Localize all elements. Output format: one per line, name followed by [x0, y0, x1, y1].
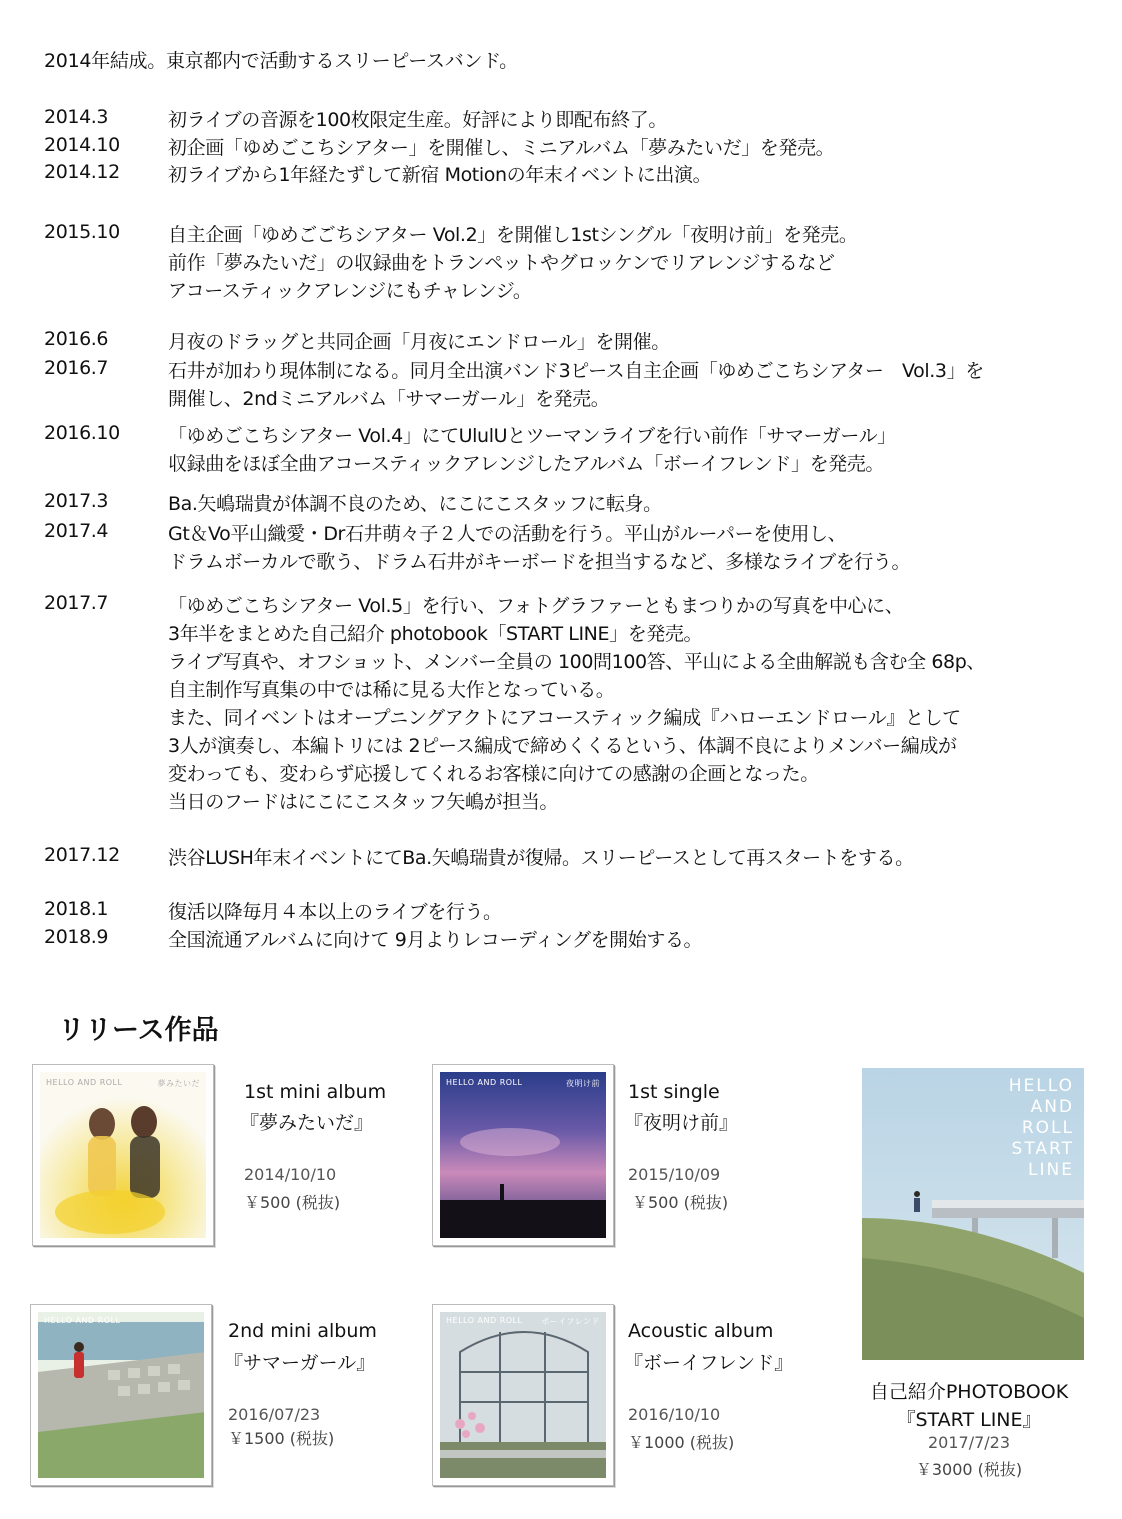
history-line: 当日のフードはにこにこスタッフ矢嶋が担当。 — [168, 791, 559, 813]
cover-band-name: HELLO AND ROLL — [44, 1316, 121, 1325]
history-text — [168, 898, 1108, 926]
release-title: 『ボーイフレンド』 — [624, 1352, 794, 1374]
history-line: 「ゆめごこちシアター Vol.5」を行い、フォトグラファーともまつりかの写真を中心に、 — [168, 595, 904, 617]
photobook-date: 2017/7/23 — [927, 1433, 1011, 1452]
photobook-cover-line: START — [1011, 1139, 1074, 1159]
release-type: Acoustic album — [628, 1320, 774, 1342]
release-title: 『夜明け前』 — [624, 1112, 739, 1134]
history-line: 変わっても、変わらず応援してくれるお客様に向けての感謝の企画となった。 — [168, 763, 819, 785]
cover-album-name: 夜明け前 — [566, 1079, 600, 1088]
release-title: 『夢みたいだ』 — [240, 1112, 374, 1134]
release-date: 2014/10/10 — [244, 1165, 337, 1184]
release-date: 2015/10/09 — [628, 1165, 721, 1184]
cover-illustration — [440, 1312, 606, 1478]
history-line: 3人が演奏し、本編トリには 2ピース編成で締めくくるという、体調不良によりメンバー編成が — [168, 735, 957, 757]
history-text — [168, 422, 1108, 478]
cover-band-name: HELLO AND ROLL — [46, 1078, 123, 1087]
history-line: 月夜のドラッグと共同企画「月夜にエンドロール」を開催。 — [168, 331, 670, 353]
history-text — [168, 328, 1108, 356]
releases-heading: リリース作品 — [58, 1015, 219, 1046]
history-text — [168, 357, 1108, 413]
cover-art — [440, 1072, 606, 1238]
history-date: 2014.10 — [44, 134, 120, 156]
history-line: 自主制作写真集の中では稀に見る大作となっている。 — [168, 679, 615, 701]
history-date: 2014.3 — [44, 106, 109, 128]
release-type: 1st single — [628, 1081, 720, 1103]
album-cover-yoake-mae[interactable] — [432, 1064, 614, 1246]
history-line: 全国流通アルバムに向けて 9月よりレコーディングを開始する。 — [168, 929, 703, 951]
history-date: 2017.12 — [44, 844, 120, 866]
history-line: 渋谷LUSH年末イベントにてBa.矢嶋瑞貴が復帰。スリーピースとして再スタートをする。 — [168, 847, 914, 869]
history-line: 3年半をまとめた自己紹介 photobook「START LINE」を発売。 — [168, 623, 703, 645]
release-price: ￥1500 (税抜) — [228, 1429, 335, 1448]
release-date: 2016/07/23 — [228, 1405, 321, 1424]
history-text — [168, 106, 1108, 134]
band-intro: 2014年結成。東京都内で活動するスリーピースバンド。 — [44, 50, 518, 72]
history-line: また、同イベントはオープニングアクトにアコースティック編成『ハローエンドロール』として — [168, 707, 961, 729]
history-line: 初ライブから1年経たずして新宿 Motionの年末イベントに出演。 — [168, 164, 712, 186]
history-line: Gt＆Vo平山織愛・Dr石井萌々子２人での活動を行う。平山がルーパーを使用し、 — [168, 523, 847, 545]
release-price: ￥1000 (税抜) — [628, 1433, 735, 1452]
release-date: 2016/10/10 — [628, 1405, 721, 1424]
release-type: 1st mini album — [244, 1081, 387, 1103]
album-cover-boyfriend[interactable] — [432, 1304, 614, 1486]
history-text — [168, 134, 1108, 162]
history-date: 2018.1 — [44, 898, 109, 920]
history-line: 復活以降毎月４本以上のライブを行う。 — [168, 901, 502, 923]
history-line: ライブ写真や、オフショット、メンバー全員の 100問100答、平山による全曲解説も含む全 68p、 — [168, 651, 985, 673]
history-text — [168, 592, 1108, 816]
history-line: 開催し、2ndミニアルバム「サマーガール」を発売。 — [168, 388, 610, 410]
album-cover-yume-mitaida[interactable] — [32, 1064, 214, 1246]
cover-band-name: HELLO AND ROLL — [446, 1316, 523, 1325]
cover-illustration — [38, 1312, 204, 1478]
photobook-title: 自己紹介PHOTOBOOK — [869, 1381, 1069, 1403]
history-line: Ba.矢嶋瑞貴が体調不良のため、にこにこスタッフに転身。 — [168, 493, 662, 515]
history-text — [168, 490, 1108, 518]
history-date: 2015.10 — [44, 221, 120, 243]
release-price: ￥500 (税抜) — [244, 1193, 341, 1212]
cover-art — [40, 1072, 206, 1238]
history-line: 初ライブの音源を100枚限定生産。好評により即配布終了。 — [168, 109, 667, 131]
photobook-price: ￥3000 (税抜) — [915, 1460, 1023, 1479]
history-text — [168, 221, 1108, 305]
photobook-cover-title — [1009, 1076, 1074, 1181]
photobook-cover-line: LINE — [1028, 1160, 1074, 1180]
history-date: 2017.7 — [44, 592, 109, 614]
cover-illustration — [440, 1072, 606, 1238]
photobook-cover[interactable] — [862, 1068, 1084, 1360]
history-line: 「ゆめごこちシアター Vol.4」にてUlulUとツーマンライブを行い前作「サマーガール」 — [168, 425, 896, 447]
photobook-cover-line: AND — [1030, 1097, 1074, 1117]
cover-band-name: HELLO AND ROLL — [446, 1078, 523, 1087]
history-date: 2016.7 — [44, 357, 109, 379]
cover-illustration — [40, 1072, 206, 1238]
release-type: 2nd mini album — [228, 1320, 377, 1342]
photobook-cover-line: HELLO — [1008, 1076, 1074, 1096]
history-line: 石井が加わり現体制になる。同月全出演バンド3ピース自主企画「ゆめごこちシアター Vol.3」を — [168, 360, 984, 382]
history-line: 自主企画「ゆめごごちシアター Vol.2」を開催し1stシングル「夜明け前」を発売。 — [168, 224, 858, 246]
history-date: 2018.9 — [44, 926, 109, 948]
history-line: 初企画「ゆめごこちシアター」を開催し、ミニアルバム「夢みたいだ」を発売。 — [168, 137, 835, 159]
release-title: 『サマーガール』 — [224, 1352, 376, 1374]
history-line: アコースティックアレンジにもチャレンジ。 — [168, 280, 532, 302]
history-date: 2017.3 — [44, 490, 109, 512]
history-date: 2016.6 — [44, 328, 109, 350]
history-line: ドラムボーカルで歌う、ドラム石井がキーボードを担当するなど、多様なライブを行う。 — [168, 551, 911, 573]
history-text — [168, 161, 1108, 189]
cover-art — [440, 1312, 606, 1478]
photobook-subtitle: 『START LINE』 — [896, 1409, 1042, 1431]
release-price: ￥500 (税抜) — [632, 1193, 729, 1212]
history-date: 2014.12 — [44, 161, 120, 183]
history-date: 2017.4 — [44, 520, 109, 542]
cover-art — [38, 1312, 204, 1478]
history-line: 収録曲をほぼ全曲アコースティックアレンジしたアルバム「ボーイフレンド」を発売。 — [168, 453, 884, 475]
history-text — [168, 926, 1108, 954]
history-line: 前作「夢みたいだ」の収録曲をトランペットやグロッケンでリアレンジするなど — [168, 252, 835, 274]
cover-album-name: ボーイフレンド — [541, 1317, 600, 1326]
cover-album-name: 夢みたいだ — [157, 1079, 200, 1088]
photobook-cover-line: ROLL — [1021, 1118, 1074, 1138]
history-date: 2016.10 — [44, 422, 120, 444]
history-text — [168, 844, 1108, 872]
history-text — [168, 520, 1108, 576]
album-cover-summer-girl[interactable] — [30, 1304, 212, 1486]
